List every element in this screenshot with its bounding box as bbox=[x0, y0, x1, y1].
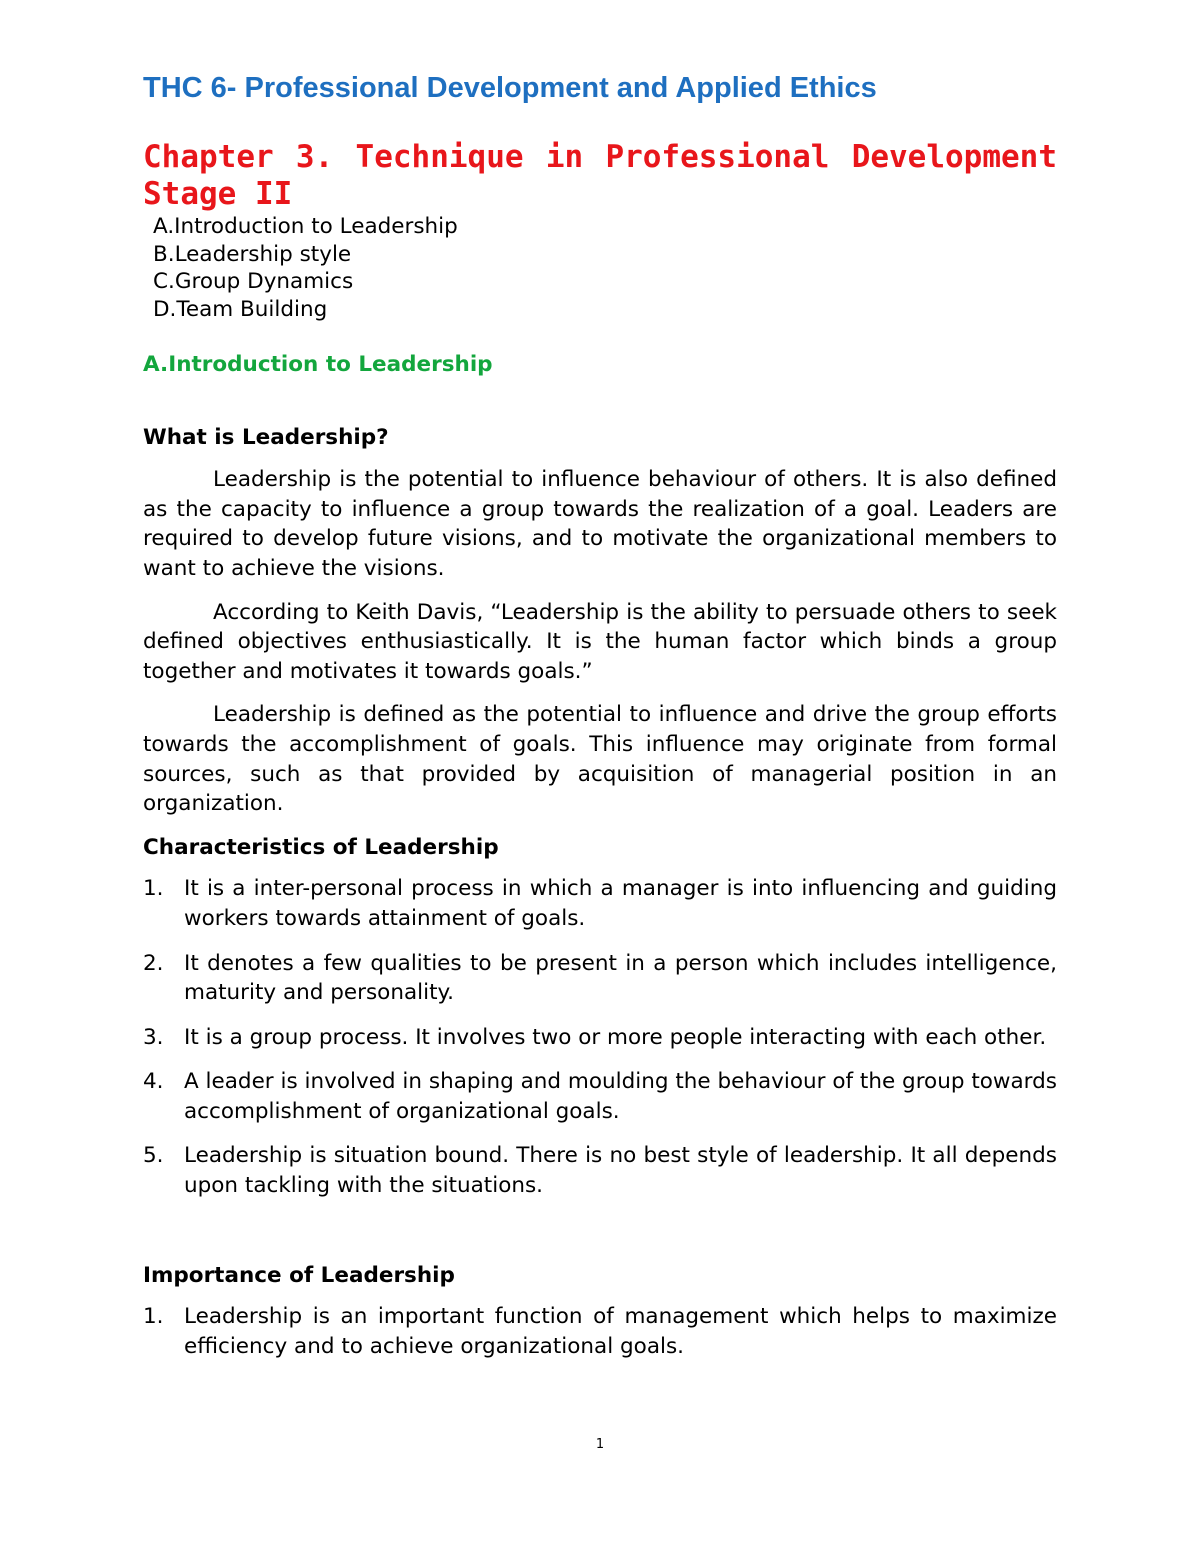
list-item bbox=[143, 1302, 1057, 1361]
outline-item: B.Leadership style bbox=[153, 241, 352, 267]
paragraph: Leadership is defined as the potential to influence and drive the group efforts towards the accomplishment of goals. This influence may originate from formal sources, such as that provided by acquisition of managerial position in an organization. bbox=[143, 702, 1057, 817]
page-content bbox=[143, 70, 1057, 1376]
list-text: It is a group process. It involves two or more people interacting with each other. bbox=[184, 1024, 1047, 1050]
importance-list bbox=[143, 1302, 1057, 1361]
list-number: 5. bbox=[143, 1143, 164, 1169]
list-text: Leadership is situation bound. There is no best style of leadership. It all depends upon tackling with the situations. bbox=[184, 1143, 1057, 1199]
course-title: Professional Development and Applied Ethics bbox=[244, 72, 877, 104]
list-text: Leadership is an important function of management which helps to maximize efficiency and to achieve organizational goals. bbox=[184, 1304, 1057, 1359]
outline-item: A.Introduction to Leadership bbox=[153, 214, 458, 239]
page-number: 1 bbox=[595, 1437, 605, 1452]
list-text: A leader is involved in shaping and moulding the behaviour of the group towards accomplishment of organizational goals. bbox=[184, 1069, 1057, 1124]
importance-heading: Importance of Leadership bbox=[143, 1262, 455, 1288]
list-text: It denotes a few qualities to be present in a person which includes intelligence, maturity and personality. bbox=[184, 950, 1057, 1006]
list-number: 3. bbox=[143, 1024, 164, 1050]
list-text: It is a inter-personal process in which a manager is into influencing and guiding workers towards attainment of goals. bbox=[184, 876, 1057, 931]
outline-item: D.Team Building bbox=[153, 296, 328, 322]
course-code: THC 6- bbox=[143, 72, 237, 104]
chapter-outline bbox=[153, 213, 1057, 323]
list-item bbox=[143, 874, 1057, 933]
list-number: 1. bbox=[143, 1304, 164, 1330]
paragraph: According to Keith Davis, “Leadership is the ability to persuade others to seek defined objectives enthusiastically. It is the human factor which binds a group together and motivates it towards goals.” bbox=[143, 599, 1057, 684]
outline-item: C.Group Dynamics bbox=[153, 269, 354, 294]
paragraph: Leadership is the potential to influence behaviour of others. It is also defined as the capacity to influence a group towards the realization of a goal. Leaders are required to develop future visions, and to motivate the organizational members to want to achieve the visions. bbox=[143, 467, 1057, 581]
chapter-title: Chapter 3. Technique in Professional Development Stage II bbox=[143, 139, 1057, 212]
characteristics-list bbox=[143, 874, 1057, 1200]
list-item bbox=[143, 1141, 1057, 1200]
section-title: A.Introduction to Leadership bbox=[143, 352, 493, 377]
characteristics-heading: Characteristics of Leadership bbox=[143, 834, 499, 860]
list-item bbox=[143, 1067, 1057, 1126]
list-item bbox=[143, 949, 1057, 1008]
course-header bbox=[143, 70, 1057, 106]
list-item bbox=[143, 1023, 1057, 1053]
question-heading: What is Leadership? bbox=[143, 424, 389, 450]
list-number: 4. bbox=[143, 1069, 164, 1095]
list-number: 2. bbox=[143, 950, 164, 976]
list-number: 1. bbox=[143, 876, 164, 902]
